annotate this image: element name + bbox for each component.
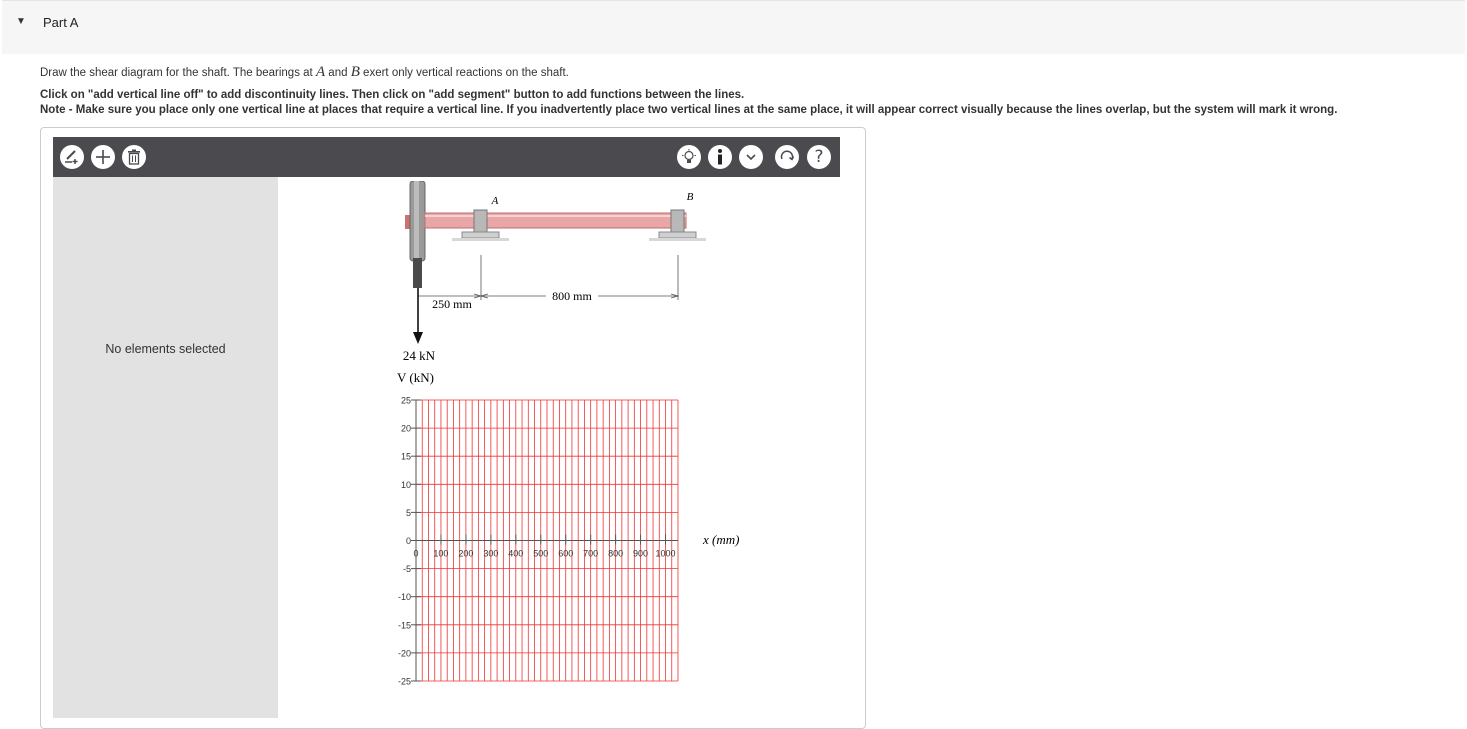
part-title: Part A [43, 15, 79, 30]
x-tick-label: 800 [608, 548, 624, 559]
y-tick-label: 15 [400, 451, 411, 462]
lightbulb-icon [681, 149, 697, 165]
pulley [405, 181, 425, 288]
instruction-line-1: Click on "add vertical line off" to add discontinuity lines. Then click on "add segment" button to add functions between the lines. [40, 89, 745, 101]
x-tick-label: 200 [458, 548, 474, 559]
help-button[interactable] [807, 145, 831, 169]
prompt-text-after: exert only vertical reactions on the shaft. [359, 67, 569, 79]
no-selection-text: No elements selected [105, 342, 226, 356]
x-tick-label: 100 [433, 548, 449, 559]
y-tick-label: -15 [397, 620, 411, 631]
figure-label-b: B [686, 191, 694, 203]
y-tick-label: -25 [397, 676, 411, 687]
y-axis-label: V (kN) [397, 370, 434, 385]
load-arrowhead [413, 332, 423, 344]
x-tick-label: 400 [508, 548, 524, 559]
figure-label-a: A [491, 195, 499, 207]
help-icon: ? [814, 147, 824, 167]
y-tick-label: 25 [400, 395, 411, 406]
shaft-figure [282, 181, 834, 718]
plus-icon [95, 149, 111, 165]
trash-icon [127, 149, 141, 165]
more-options-button[interactable] [739, 145, 763, 169]
properties-side-panel [53, 177, 278, 718]
instruction-line-2: Note - Make sure you place only one vertical line at places that require a vertical line. If you inadvertently place two vertical lines at the same place, it will appear correct visually because the lines overlap, but the system will mark it wrong. [40, 104, 1338, 116]
chevron-down-icon [745, 151, 757, 163]
reset-icon [779, 149, 795, 165]
info-button[interactable] [708, 145, 732, 169]
y-tick-label: 20 [400, 423, 411, 434]
x-tick-label: 600 [558, 548, 574, 559]
instructions [40, 88, 1337, 118]
bearing-b-label: B [350, 64, 360, 80]
x-axis-label: x (mm) [703, 532, 740, 547]
y-tick-label: 5 [405, 507, 411, 518]
drawing-canvas[interactable] [282, 181, 834, 718]
prompt-text-before: Draw the shear diagram for the shaft. The bearings at [40, 67, 316, 79]
shear-diagram-grid[interactable] [398, 396, 678, 687]
y-tick-label: -20 [397, 648, 411, 659]
x-tick-label: 500 [533, 548, 549, 559]
x-tick-label: 0 [413, 548, 419, 559]
y-tick-label: 0 [405, 536, 411, 546]
x-tick-label: 1000 [655, 548, 676, 559]
collapse-caret-icon[interactable]: ▼ [16, 16, 26, 27]
part-header[interactable] [2, 0, 1465, 54]
x-tick-label: 900 [633, 548, 649, 559]
add-segment-button[interactable] [91, 145, 115, 169]
dimension-800: 800 mm [552, 289, 592, 303]
reset-button[interactable] [775, 145, 799, 169]
problem-prompt [40, 64, 569, 81]
add-vertical-line-button[interactable] [60, 145, 84, 169]
info-icon [712, 148, 728, 166]
y-tick-label: -10 [397, 592, 411, 603]
bearing-a-label: A [315, 64, 326, 80]
x-tick-label: 300 [483, 548, 499, 559]
y-tick-label: -5 [402, 564, 411, 575]
hint-button[interactable] [677, 145, 701, 169]
prompt-text-mid: and [325, 67, 351, 79]
add-vertical-line-icon [64, 149, 80, 165]
y-tick-label: 10 [400, 479, 411, 490]
load-label: 24 kN [402, 348, 436, 363]
drawing-toolbar [53, 137, 840, 177]
dimension-250: 250 mm [432, 297, 472, 311]
x-tick-label: 700 [583, 548, 599, 559]
delete-button[interactable] [122, 145, 146, 169]
